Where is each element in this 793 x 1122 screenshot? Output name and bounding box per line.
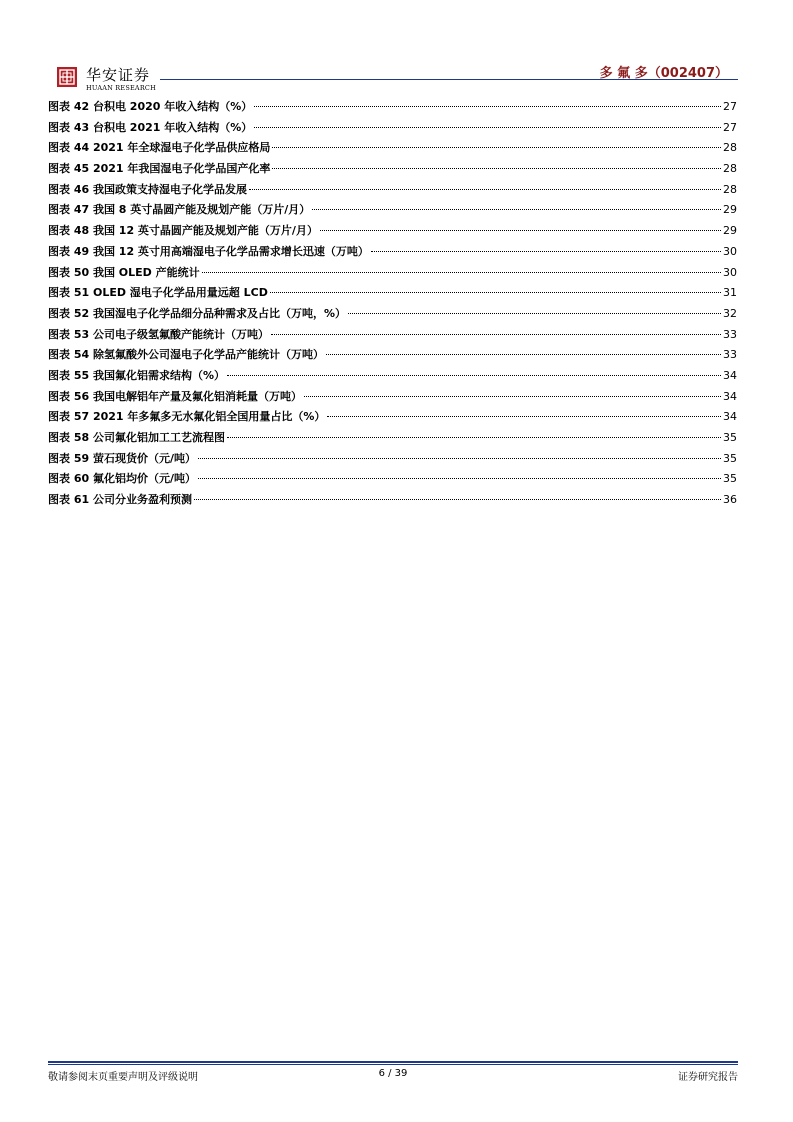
toc-entry-title[interactable]: 图表 45 2021 年我国湿电子化学品国产化率 xyxy=(48,162,271,176)
toc-dot-leader xyxy=(198,458,721,459)
toc-dot-leader xyxy=(254,127,721,128)
toc-entry-page[interactable]: 31 xyxy=(723,286,737,300)
toc-entry[interactable] xyxy=(48,263,737,284)
toc-dot-leader xyxy=(227,375,721,376)
toc-entry-title[interactable]: 图表 59 萤石现货价（元/吨） xyxy=(48,451,196,465)
toc-entry-title[interactable]: 图表 56 我国电解铝年产量及氟化铝消耗量（万吨） xyxy=(48,389,302,403)
toc-entry-page[interactable]: 29 xyxy=(723,224,737,238)
footer-divider-thick xyxy=(48,1061,738,1063)
toc-entry-title[interactable]: 图表 51 OLED 湿电子化学品用量远超 LCD xyxy=(48,286,268,300)
page-header xyxy=(48,62,738,98)
toc-entry-page[interactable]: 33 xyxy=(723,348,737,362)
toc-dot-leader xyxy=(227,437,721,438)
page-number: 6 / 39 xyxy=(378,1068,408,1079)
toc-entry-title[interactable]: 图表 42 台积电 2020 年收入结构（%） xyxy=(48,100,253,113)
footer-divider-thin xyxy=(48,1064,738,1065)
toc-dot-leader xyxy=(348,313,721,314)
toc-entry[interactable] xyxy=(48,180,737,201)
toc-entry[interactable] xyxy=(48,428,737,449)
toc-dot-leader xyxy=(326,354,721,355)
toc-entry-page[interactable]: 34 xyxy=(723,389,737,403)
toc-entry-page[interactable]: 28 xyxy=(723,141,737,155)
toc-entry-page[interactable]: 33 xyxy=(723,327,737,341)
toc-dot-leader xyxy=(194,499,721,500)
toc-entry-page[interactable]: 35 xyxy=(723,472,737,486)
toc-dot-leader xyxy=(198,478,721,479)
toc-entry[interactable] xyxy=(48,118,737,139)
logo-english-name: HUAAN RESEARCH xyxy=(86,84,156,92)
toc-entry[interactable] xyxy=(48,200,737,221)
toc-entry[interactable] xyxy=(48,387,737,408)
toc-entry-title[interactable]: 图表 44 2021 年全球湿电子化学品供应格局 xyxy=(48,141,271,155)
toc-entry-page[interactable]: 34 xyxy=(723,368,737,382)
toc-entry-title[interactable]: 图表 47 我国 8 英寸晶圆产能及规划产能（万片/月） xyxy=(48,203,311,217)
toc-entry-title[interactable]: 图表 50 我国 OLED 产能统计 xyxy=(48,265,200,279)
toc-entry[interactable] xyxy=(48,97,737,118)
toc-dot-leader xyxy=(327,416,721,417)
toc-dot-leader xyxy=(272,168,721,169)
toc-entry-page[interactable]: 35 xyxy=(723,431,737,444)
toc-dot-leader xyxy=(320,230,721,231)
report-company-title: 多 氟 多（002407） xyxy=(599,66,728,81)
toc-entry-title[interactable]: 图表 43 台积电 2021 年收入结构（%） xyxy=(48,120,253,134)
toc-entry-title[interactable]: 图表 58 公司氟化铝加工工艺流程图 xyxy=(48,431,225,444)
toc-entry-title[interactable]: 图表 54 除氢氟酸外公司湿电子化学品产能统计（万吨） xyxy=(48,348,324,362)
toc-entry[interactable] xyxy=(48,449,737,470)
page-footer xyxy=(48,1068,738,1082)
toc-dot-leader xyxy=(304,396,721,397)
toc-entry[interactable] xyxy=(48,407,737,428)
footer-disclaimer: 敬请参阅末页重要声明及评级说明 xyxy=(48,1072,198,1083)
toc-entry[interactable] xyxy=(48,221,737,242)
toc-entry[interactable] xyxy=(48,366,737,387)
toc-entry-page[interactable]: 27 xyxy=(723,100,737,113)
toc-dot-leader xyxy=(271,334,721,335)
toc-entry-title[interactable]: 图表 53 公司电子级氢氟酸产能统计（万吨） xyxy=(48,327,269,341)
header-divider xyxy=(160,79,738,80)
toc-entry-page[interactable]: 30 xyxy=(723,244,737,258)
toc-entry[interactable] xyxy=(48,345,737,366)
toc-entry-page[interactable]: 36 xyxy=(723,493,737,507)
toc-entry[interactable] xyxy=(48,242,737,263)
toc-entry[interactable] xyxy=(48,159,737,180)
toc-entry-title[interactable]: 图表 48 我国 12 英寸晶圆产能及规划产能（万片/月） xyxy=(48,224,318,238)
toc-entry-page[interactable]: 29 xyxy=(723,203,737,217)
toc-entry[interactable] xyxy=(48,138,737,159)
toc-entry-title[interactable]: 图表 60 氟化铝均价（元/吨） xyxy=(48,472,196,486)
toc-entry-page[interactable]: 35 xyxy=(723,451,737,465)
toc-entry-title[interactable]: 图表 52 我国湿电子化学品细分品种需求及占比（万吨，%） xyxy=(48,306,346,320)
toc-dot-leader xyxy=(270,292,721,293)
toc-dot-leader xyxy=(254,106,721,107)
toc-dot-leader xyxy=(312,209,721,210)
toc-dot-leader xyxy=(202,272,721,273)
seal-icon xyxy=(56,66,78,88)
toc-dot-leader xyxy=(371,251,721,252)
toc-entry-page[interactable]: 28 xyxy=(723,182,737,196)
toc-entry-title[interactable]: 图表 49 我国 12 英寸用高端湿电子化学品需求增长迅速（万吨） xyxy=(48,244,369,258)
toc-entry-title[interactable]: 图表 61 公司分业务盈利预测 xyxy=(48,493,192,507)
toc-entry-page[interactable]: 28 xyxy=(723,162,737,176)
toc-dot-leader xyxy=(249,189,721,190)
toc-entry[interactable] xyxy=(48,490,737,511)
toc-entry[interactable] xyxy=(48,469,737,490)
toc-entry[interactable] xyxy=(48,304,737,325)
toc-entry-page[interactable]: 30 xyxy=(723,265,737,279)
toc-dot-leader xyxy=(272,147,721,148)
logo-chinese-name: 华安证券 xyxy=(86,66,151,84)
company-logo xyxy=(56,62,166,98)
toc-entry-page[interactable]: 32 xyxy=(723,306,737,320)
toc-entry-page[interactable]: 34 xyxy=(723,410,737,424)
toc-entry-title[interactable]: 图表 55 我国氟化铝需求结构（%） xyxy=(48,368,225,382)
toc-entry-title[interactable]: 图表 46 我国政策支持湿电子化学品发展 xyxy=(48,182,247,196)
toc-entry-page[interactable]: 27 xyxy=(723,120,737,134)
toc-entry[interactable] xyxy=(48,325,737,346)
toc-entry[interactable] xyxy=(48,283,737,304)
figure-list xyxy=(48,97,737,511)
toc-entry-title[interactable]: 图表 57 2021 年多氟多无水氟化铝全国用量占比（%） xyxy=(48,410,326,424)
footer-report-type: 证券研究报告 xyxy=(678,1072,738,1083)
